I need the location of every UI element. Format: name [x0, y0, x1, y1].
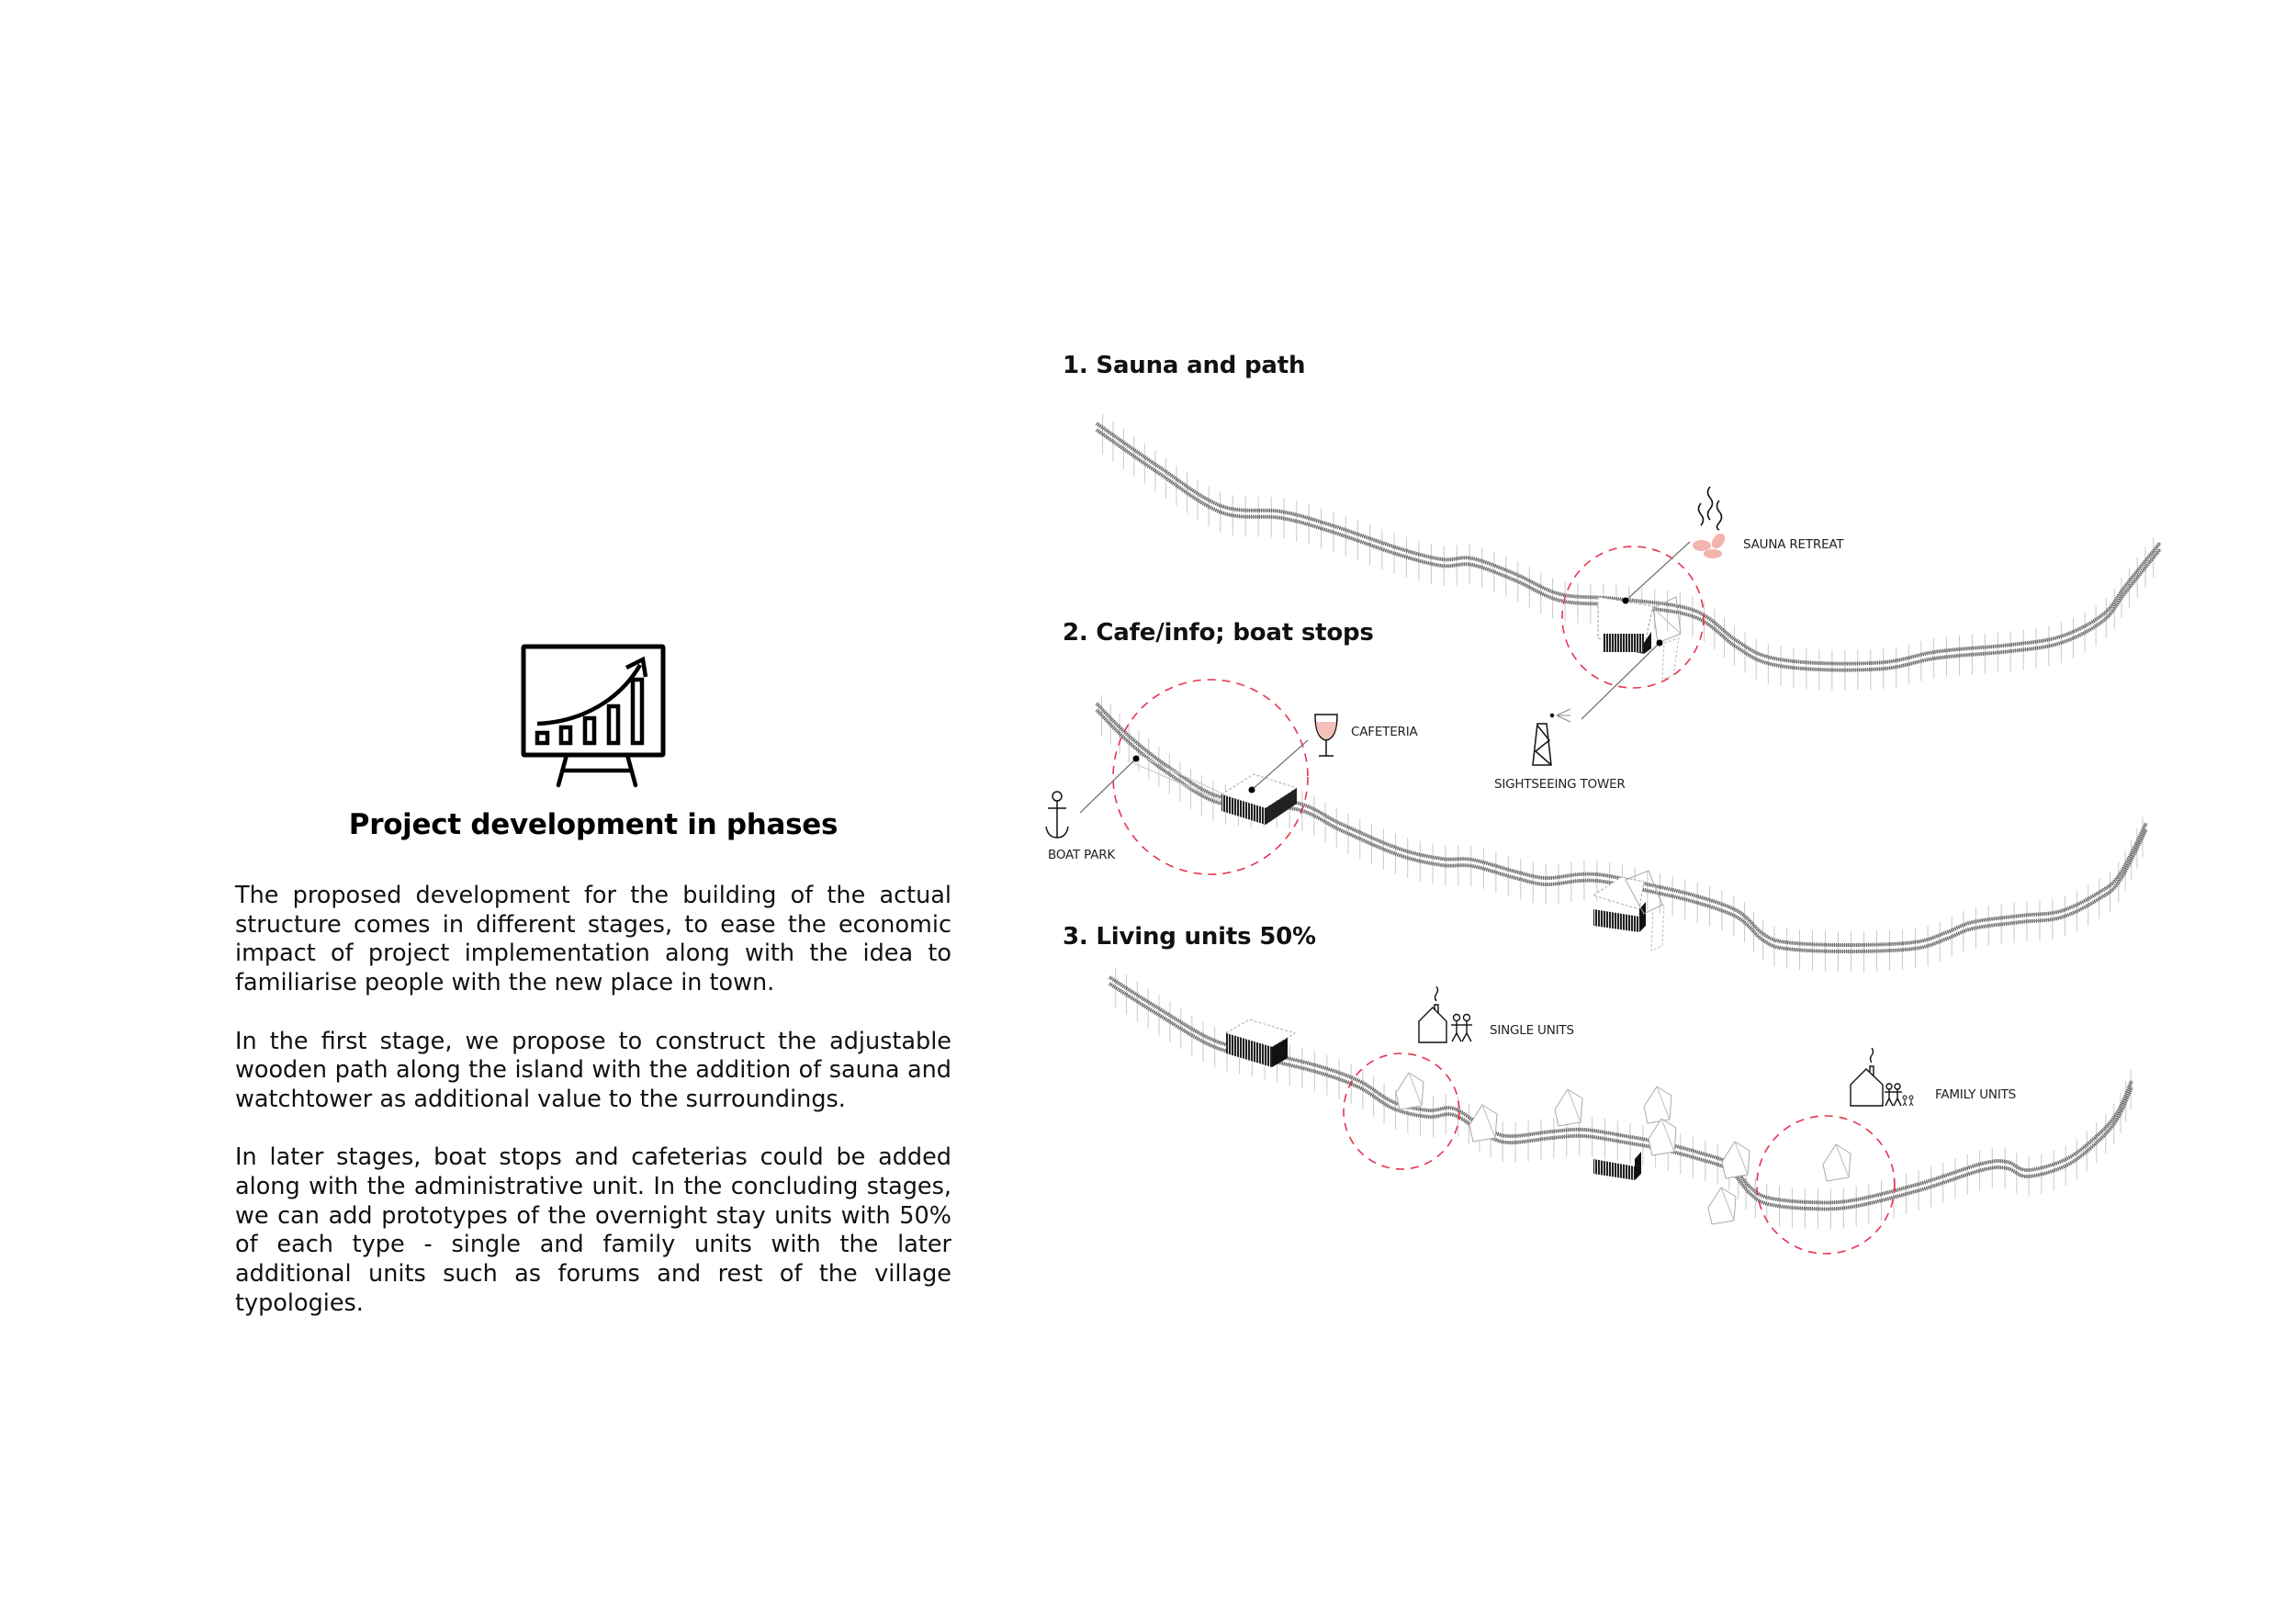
highlight-circle-family-units: [1757, 1116, 1895, 1254]
wine-glass-icon: [1315, 715, 1337, 756]
paragraph: In later stages, boat stops and cafeterias could be added along with the administrative unit. In the concluding stages, we can add prototypes of the overnight stay units with 50% of each type - single and family units with the later additional units such as forums and rest of the village typologies.: [235, 1143, 951, 1317]
stone: [1693, 540, 1711, 551]
living-unit: [1555, 1089, 1582, 1126]
house-two-people-icon: [1419, 986, 1472, 1042]
highlight-circles: [1113, 546, 1895, 1254]
paragraph: In the first stage, we propose to construct the adjustable wooden path along the island with the addition of sauna and watchtower as additional value to the surroundings.: [235, 1027, 951, 1113]
phase-1-title: 1. Sauna and path: [1063, 352, 1306, 379]
page-title: Project development in phases: [348, 808, 838, 841]
label-family-units: FAMILY UNITS: [1935, 1087, 2017, 1102]
watchtower-icon: [1533, 709, 1570, 765]
leader-lines: [1080, 542, 1690, 813]
anchor-icon: [1046, 792, 1068, 838]
living-unit: [1644, 1086, 1671, 1123]
label-sightseeing-tower: SIGHTSEEING TOWER: [1494, 777, 1626, 792]
label-boat-park: BOAT PARK: [1048, 848, 1116, 862]
living-unit: [1823, 1144, 1851, 1181]
sauna-building: [1598, 597, 1681, 680]
label-single-units: SINGLE UNITS: [1490, 1023, 1574, 1038]
house-family-icon: [1851, 1048, 1913, 1106]
stone: [1704, 549, 1722, 558]
label-sauna-retreat: SAUNA RETREAT: [1743, 537, 1844, 552]
living-unit: [1722, 1142, 1750, 1178]
living-unit: [1649, 1119, 1676, 1155]
label-cafeteria: CAFETERIA: [1351, 725, 1418, 739]
living-unit: [1469, 1105, 1497, 1142]
phase-2-title: 2. Cafe/info; boat stops: [1063, 619, 1374, 647]
sauna-steam-stones-icon: [1693, 487, 1728, 558]
living-unit: [1708, 1188, 1736, 1224]
paragraph: The proposed development for the building of the actual structure comes in different stages, to ease the economic impact of project implementation along with the idea to familiarise people with the new place in town.: [235, 882, 951, 997]
phase-3-title: 3. Living units 50%: [1063, 923, 1316, 951]
stone: [1709, 531, 1728, 551]
highlight-circle-cafeteria: [1113, 680, 1308, 874]
living-unit: [1396, 1073, 1424, 1109]
